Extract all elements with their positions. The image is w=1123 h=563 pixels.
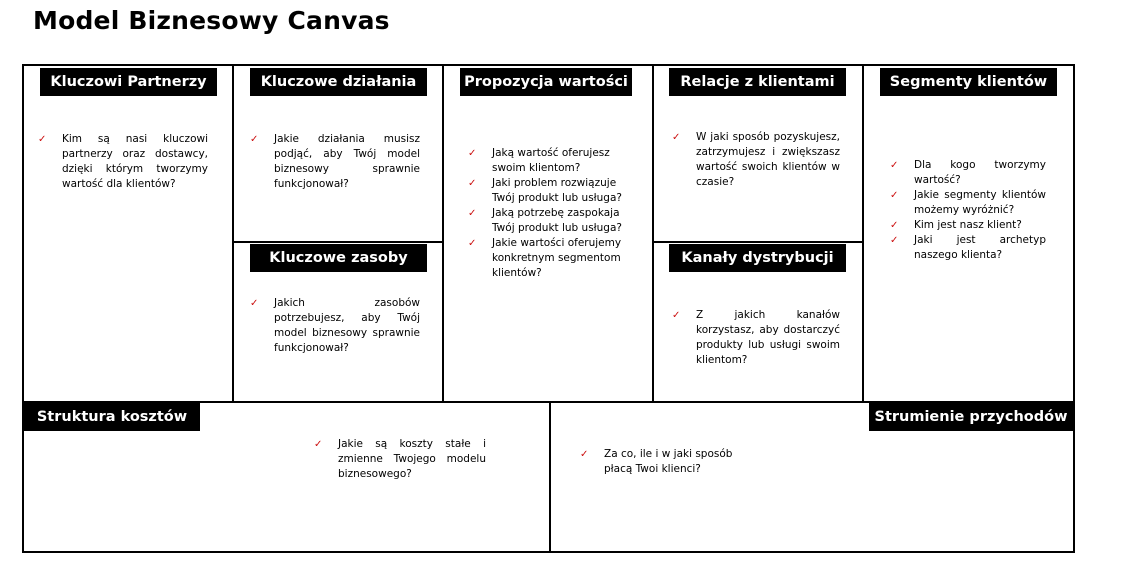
list-cost-structure xyxy=(314,437,486,482)
list-item: ✓ Kim są nasi kluczowi partnerzy oraz dostawcy, dzięki którym tworzymy wartość dla klientów? xyxy=(38,133,208,190)
list-key-activities xyxy=(250,132,420,192)
list-item: ✓ Jaką potrzebę zaspokaja Twój produkt lub usługa? xyxy=(468,207,622,234)
check-icon: ✓ xyxy=(468,238,477,249)
check-icon: ✓ xyxy=(672,310,681,321)
header-revenue-streams: Strumienie przychodów xyxy=(869,403,1073,431)
list-item: ✓ Jaki jest archetyp naszego klienta? xyxy=(890,234,1046,261)
check-icon: ✓ xyxy=(250,134,259,145)
header-cost-structure: Struktura kosztów xyxy=(24,403,200,431)
check-icon: ✓ xyxy=(890,235,899,246)
list-item: ✓ Jaką wartość oferujesz swoim klientom? xyxy=(468,147,610,174)
check-icon: ✓ xyxy=(250,298,259,309)
header-value-proposition: Propozycja wartości xyxy=(460,68,632,96)
list-item: ✓ W jaki sposób pozyskujesz, zatrzymujesz i zwiększasz wartość swoich klientów w czasie? xyxy=(672,131,840,188)
check-icon: ✓ xyxy=(314,439,323,450)
list-item: ✓ Jaki problem rozwiązuje Twój produkt lub usługa? xyxy=(468,177,622,204)
block-key-partners xyxy=(22,64,234,403)
header-key-resources: Kluczowe zasoby xyxy=(250,244,427,272)
header-key-activities: Kluczowe działania xyxy=(250,68,427,96)
list-customer-segments xyxy=(890,158,1046,263)
check-icon: ✓ xyxy=(468,208,477,219)
list-item: ✓ Jakie są koszty stałe i zmienne Twojego modelu biznesowego? xyxy=(314,438,486,480)
list-item: ✓ Dla kogo tworzymy wartość? xyxy=(890,159,1046,186)
header-customer-segments: Segmenty klientów xyxy=(880,68,1057,96)
check-icon: ✓ xyxy=(890,220,899,231)
list-item: ✓ Jakie działania musisz podjąć, aby Twój model biznesowy sprawnie funkcjonował? xyxy=(250,133,420,190)
list-item: ✓ Kim jest nasz klient? xyxy=(890,219,1022,231)
check-icon: ✓ xyxy=(890,160,899,171)
header-key-partners: Kluczowi Partnerzy xyxy=(40,68,217,96)
list-customer-relationships xyxy=(672,130,840,190)
list-value-proposition xyxy=(468,146,628,281)
check-icon: ✓ xyxy=(38,134,47,145)
list-key-resources xyxy=(250,296,420,356)
header-customer-relationships: Relacje z klientami xyxy=(669,68,846,96)
check-icon: ✓ xyxy=(890,190,899,201)
list-item: ✓ Jakie wartości oferujemy konkretnym segmentom klientów? xyxy=(468,237,622,279)
check-icon: ✓ xyxy=(672,132,681,143)
list-item: ✓ Jakich zasobów potrzebujesz, aby Twój model biznesowy sprawnie funkcjonował? xyxy=(250,297,420,354)
list-item: ✓ Jakie segmenty klientów możemy wyróżnić? xyxy=(890,189,1046,216)
list-revenue-streams xyxy=(580,447,755,477)
check-icon: ✓ xyxy=(468,178,477,189)
list-channels xyxy=(672,308,840,368)
page-title: Model Biznesowy Canvas xyxy=(33,6,390,35)
header-channels: Kanały dystrybucji xyxy=(669,244,846,272)
check-icon: ✓ xyxy=(580,449,589,460)
check-icon: ✓ xyxy=(468,148,477,159)
list-key-partners xyxy=(38,132,208,192)
list-item: ✓ Za co, ile i w jaki sposób płacą Twoi klienci? xyxy=(580,448,733,475)
list-item: ✓ Z jakich kanałów korzystasz, aby dostarczyć produkty lub usługi swoim klientom? xyxy=(672,309,840,366)
